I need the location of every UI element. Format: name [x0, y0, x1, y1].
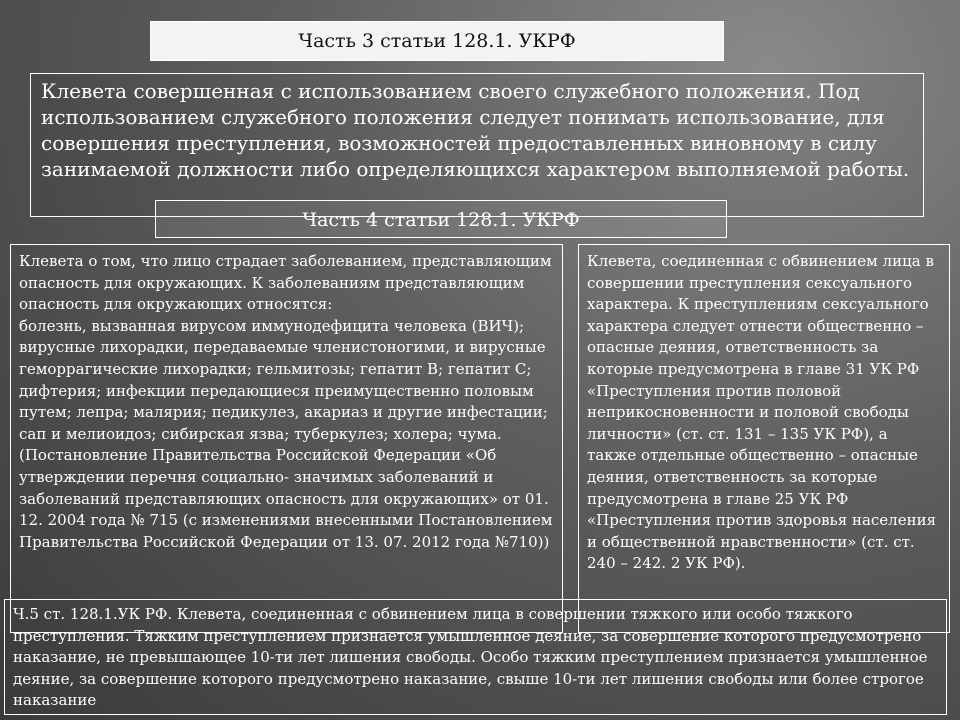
- part5-panel: [4, 599, 947, 715]
- part4-heading-text: Часть 4 статьи 128.1. УКРФ: [302, 209, 580, 231]
- part3-heading-text: Часть 3 статьи 128.1. УКРФ: [298, 30, 576, 52]
- part4-heading: [155, 200, 727, 238]
- part3-heading: [150, 21, 724, 61]
- part3-description-text: Клевета совершенная с использованием своего служебного положения. Под использованием служебного положения следует понимать использование, для совершения преступления, возможностей предоставленных виновному в силу занимаемой должности либо определяющихся характером выполняемой работы.: [41, 79, 910, 181]
- disease-slander-panel: [10, 244, 563, 633]
- sexual-crime-slander-text: Клевета, соединенная с обвинением лица в совершении преступления сексуального характера. К преступлениям сексуального характера следует отнести общественно – опасные деяния, ответственность за которые предусмотрена в главе 31 УК РФ «Преступления против половой неприкосновенности и половой свободы личности» (ст. ст. 131 – 135 УК РФ), а также отдельные общественно – опасные деяния, ответственность за которые предусмотрена в главе 25 УК РФ «Преступления против здоровья населения и общественной нравственности» (ст. ст. 240 – 242. 2 УК РФ).: [587, 252, 937, 573]
- sexual-crime-slander-panel: [578, 244, 950, 633]
- disease-slander-text: Клевета о том, что лицо страдает заболеванием, представляющим опасность для окружающих. К заболеваниям представляющим опасность для окружающих относятся: болезнь, вызванная вирусом иммунодефицита человека (ВИЧ); вирусные лихорадки, передаваемые членистоногими, и вирусные геморрагические лихорадки; гельмитозы; гепатит В; гепатит С; дифтерия; инфекции передающиеся преимущественно половым путем; лепра; малярия; педикулез, акариаз и другие инфестации; сап и мелиоидоз; сибирская язва; туберкулез; холера; чума. (Постановление Правительства Российской Федерации «Об утверждении перечня социально- значимых заболеваний и заболеваний представляющих опасность для окружающих» от 01. 12. 2004 года № 715 (с изменениями внесенными Постановлением Правительства Российской Федерации от 13. 07. 2012 года №710)): [19, 252, 553, 551]
- part5-text: Ч.5 ст. 128.1.УК РФ. Клевета, соединенная с обвинением лица в совершении тяжкого или особо тяжкого преступления. Тяжким преступлением признается умышленное деяние, за совершение которого предусмотрено наказание, не превышающее 10-ти лет лишения свободы. Особо тяжким преступлением признается умышленное деяние, за совершение которого предусмотрено наказание, свыше 10-ти лет лишения свободы или более строгое наказание: [13, 605, 928, 710]
- part3-description-panel: [30, 73, 924, 217]
